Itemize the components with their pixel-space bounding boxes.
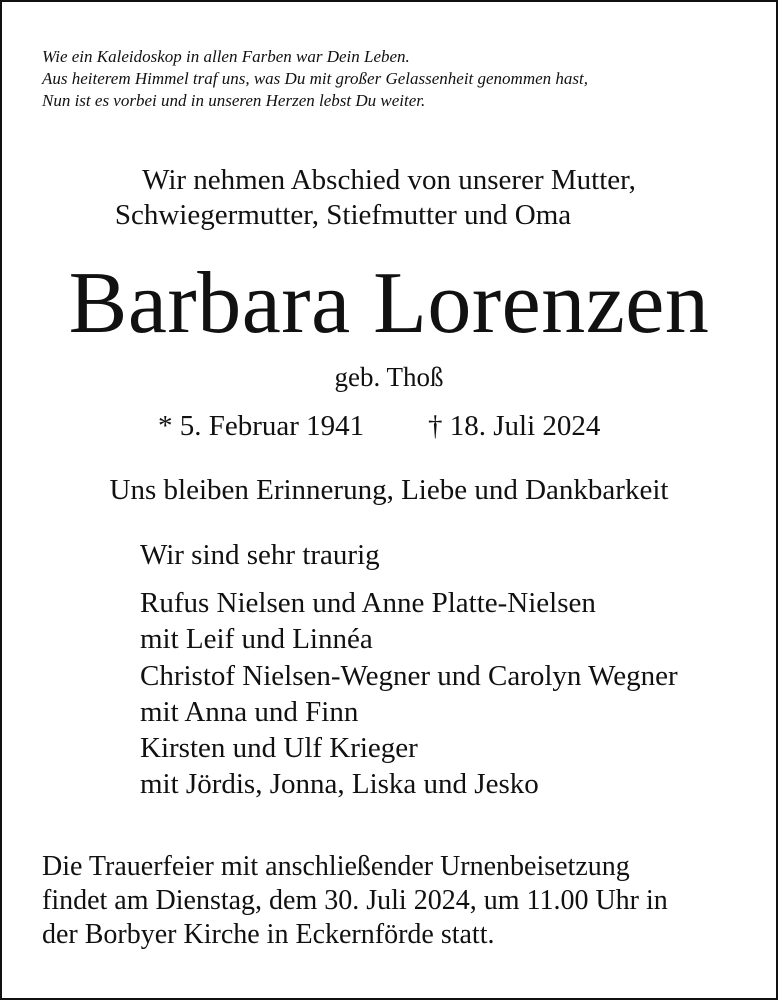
death-date: † 18. Juli 2024 <box>428 410 601 442</box>
ceremony-info <box>42 850 668 952</box>
poem-line: Wie ein Kaleidoskop in allen Farben war Dein Leben. <box>42 47 410 66</box>
mourner-line: mit Jördis, Jonna, Liska und Jesko <box>140 768 539 801</box>
intro-line-2: Schwiegermutter, Stiefmutter und Oma <box>114 199 572 231</box>
mourner-line: Christof Nielsen-Wegner und Carolyn Wegner <box>140 659 678 692</box>
poem-line: Nun ist es vorbei und in unseren Herzen lebst Du weiter. <box>42 91 426 110</box>
birth-name: geb. Thoß <box>334 362 444 392</box>
deceased-name: Barbara Lorenzen <box>68 255 710 352</box>
mourner-line: mit Leif und Linnéa <box>140 623 373 656</box>
mourner-line: Kirsten und Ulf Krieger <box>140 732 418 765</box>
poem-line: Aus heiterem Himmel traf uns, was Du mit großer Gelassenheit genommen hast, <box>42 69 588 88</box>
mourners-block <box>140 537 678 803</box>
intro-line-1: Wir nehmen Abschied von unserer Mutter, <box>142 164 636 196</box>
ceremony-line: findet am Dienstag, dem 30. Juli 2024, um 11.00 Uhr in <box>42 885 668 916</box>
mourner-line: mit Anna und Finn <box>140 695 359 728</box>
birth-date: * 5. Februar 1941 <box>158 410 365 442</box>
remembrance-line: Uns bleiben Erinnerung, Liebe und Dankbarkeit <box>109 474 669 506</box>
poem <box>42 46 588 112</box>
mourners-heading: Wir sind sehr traurig <box>140 539 380 571</box>
ceremony-line: Die Trauerfeier mit anschließender Urnenbeisetzung <box>42 851 630 882</box>
mourner-line: Rufus Nielsen und Anne Platte-Nielsen <box>140 587 596 619</box>
ceremony-line: der Borbyer Kirche in Eckernförde statt. <box>42 919 495 950</box>
